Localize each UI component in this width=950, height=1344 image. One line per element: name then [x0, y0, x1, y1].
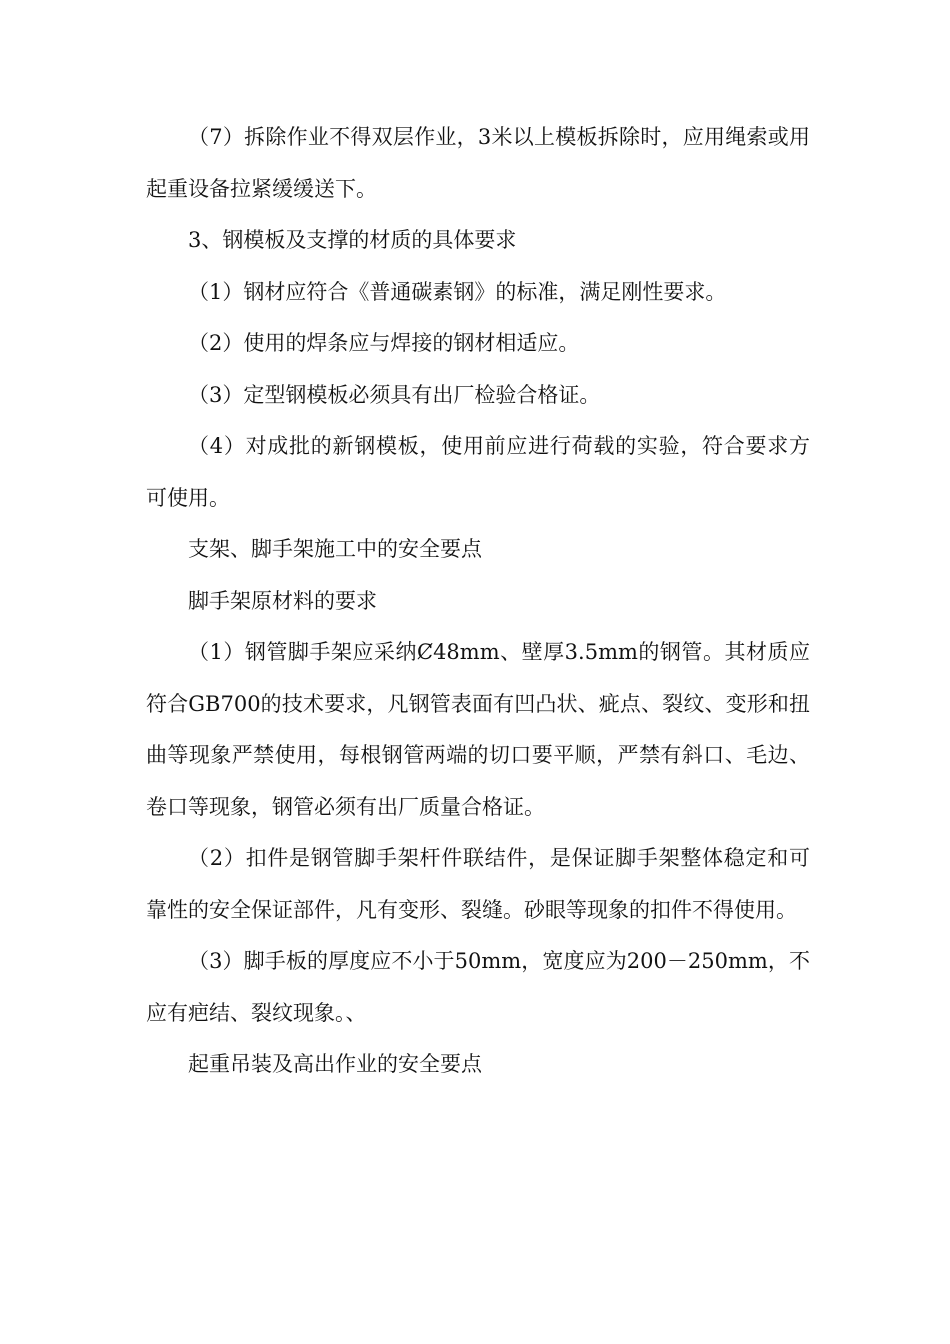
paragraph-formwork-removal-7: （7）拆除作业不得双层作业，3米以上模板拆除时，应用绳索或用起重设备拉紧缓缓送下。 [146, 125, 810, 201]
section-heading-steel-formwork-materials: 3、钢模板及支撑的材质的具体要求 [188, 228, 517, 252]
paragraph-fasteners-2: （2）扣件是钢管脚手架杆件联结件，是保证脚手架整体稳定和可靠性的安全保证部件，凡有变形、裂缝。砂眼等现象的扣件不得使用。 [146, 846, 810, 922]
paragraph-factory-certificate-3: （3）定型钢模板必须具有出厂检验合格证。 [188, 382, 601, 407]
section-heading-scaffold-materials: 脚手架原材料的要求 [188, 588, 377, 613]
paragraph-steel-standard-1: （1）钢材应符合《普通碳素钢》的标准，满足刚性要求。 [188, 279, 727, 304]
paragraph-scaffold-board-3: （3）脚手板的厚度应不小于50mm，宽度应为200－250mm，不应有疤结、裂纹现象。、 [146, 949, 810, 1025]
paragraph-welding-rod-2: （2）使用的焊条应与焊接的钢材相适应。 [188, 331, 580, 355]
paragraph-load-test-4: （4）对成批的新钢模板，使用前应进行荷载的实验，符合要求方可使用。 [146, 434, 810, 510]
section-heading-lifting-safety: 起重吊装及高出作业的安全要点 [188, 1052, 482, 1076]
document-body [146, 112, 810, 1091]
paragraph-steel-pipe-1: （1）钢管脚手架应采纳Ȼ48mm、壁厚3.5mm的钢管。其材质应符合GB700的技术要求，凡钢管表面有凹凸状、疵点、裂纹、变形和扭曲等现象严禁使用，每根钢管两端的切口要平顺，严禁有斜口、毛边、卷口等现象，钢管必须有出厂质量合格证。 [146, 640, 810, 819]
section-heading-scaffold-safety: 支架、脚手架施工中的安全要点 [188, 537, 482, 561]
